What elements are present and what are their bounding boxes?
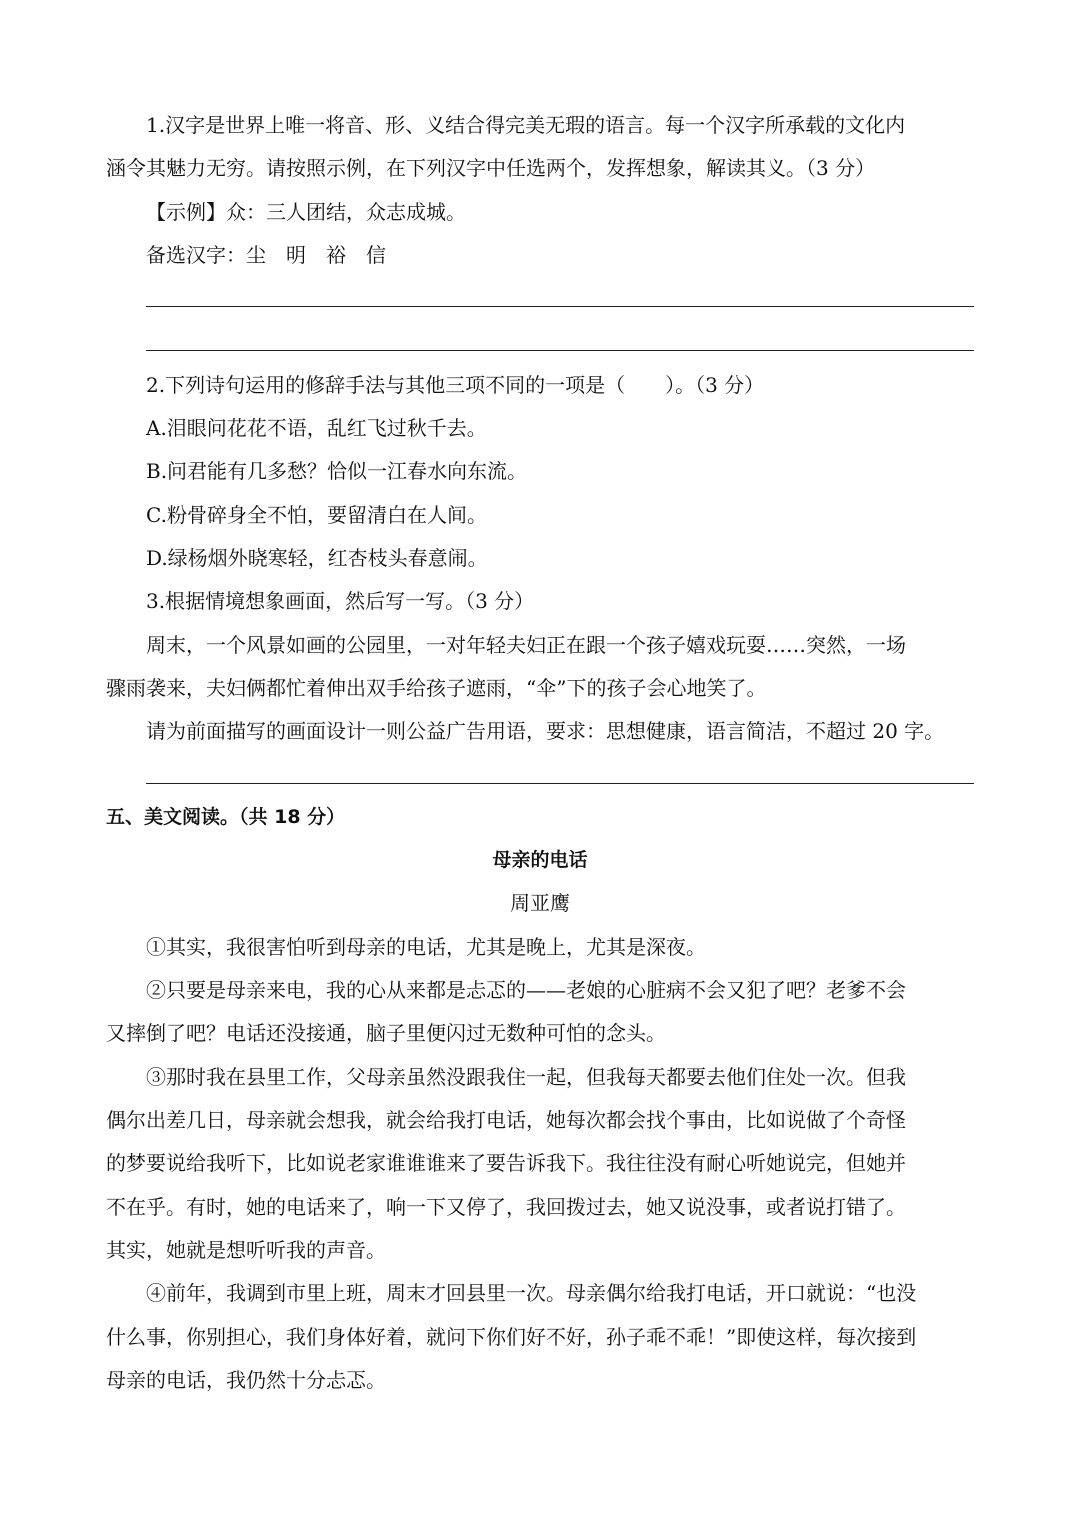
q3-stem: 3.根据情境想象画面，然后写一写。（3 分） [146, 589, 535, 613]
q1-candidates: 备选汉字：尘 明 裕 信 [146, 243, 386, 267]
q3-scene-line-2: 骤雨袭来，夫妇俩都忙着伸出双手给孩子遮雨，“伞”下的孩子会心地笑了。 [106, 676, 767, 700]
answer-line-3[interactable] [146, 783, 974, 784]
paragraph-line: 什么事，你别担心，我们身体好着，就问下你们好不好，孙子乖不乖！”即使这样，每次接到 [106, 1325, 917, 1349]
paragraph-line: 其实，她就是想听听我的声音。 [106, 1238, 386, 1262]
paragraph-line: ④前年，我调到市里上班，周末才回县里一次。母亲偶尔给我打电话，开口就说：“也没 [146, 1281, 917, 1305]
q1-line-2: 涵令其魅力无穷。请按照示例，在下列汉字中任选两个，发挥想象，解读其义。（3 分） [106, 156, 876, 180]
paragraph-line: ①其实，我很害怕听到母亲的电话，尤其是晚上，尤其是深夜。 [146, 935, 706, 959]
paragraph-line: 的梦要说给我听下，比如说老家谁谁谁来了要告诉我下。我往往没有耐心听她说完，但她并 [106, 1151, 906, 1175]
paragraph-line: 偶尔出差几日，母亲就会想我，就会给我打电话，她每次都会找个事由，比如说做了个奇怪 [106, 1108, 906, 1132]
q1-line-1: 1.汉字是世界上唯一将音、形、义结合得完美无瑕的语言。每一个汉字所承载的文化内 [146, 113, 906, 137]
q3-prompt: 请为前面描写的画面设计一则公益广告用语，要求：思想健康，语言简洁，不超过 20 字。 [146, 719, 945, 743]
q2-option-a: A.泪眼问花花不语，乱红飞过秋千去。 [146, 416, 487, 440]
q1-example: 【示例】众：三人团结，众志成城。 [146, 200, 466, 224]
paragraph-line: ②只要是母亲来电，我的心从来都是忐忑的——老娘的心脏病不会又犯了吧？老爹不会 [146, 978, 906, 1002]
answer-line-2[interactable] [146, 350, 974, 351]
section-heading: 五、美文阅读。（共 18 分） [106, 806, 346, 828]
paragraph-line: 母亲的电话，我仍然十分忐忑。 [106, 1368, 386, 1392]
article-author: 周亚鹰 [510, 891, 570, 915]
q3-scene-line-1: 周末，一个风景如画的公园里，一对年轻夫妇正在跟一个孩子嬉戏玩耍……突然，一场 [146, 633, 906, 657]
paragraph-line: 不在乎。有时，她的电话来了，响一下又停了，我回拨过去，她又说没事，或者说打错了。 [106, 1195, 906, 1219]
paragraph-line: 又摔倒了吧？电话还没接通，脑子里便闪过无数种可怕的念头。 [106, 1021, 666, 1045]
paragraph-line: ③那时我在县里工作，父母亲虽然没跟我住一起，但我每天都要去他们住处一次。但我 [146, 1065, 906, 1089]
article-title: 母亲的电话 [492, 849, 588, 871]
q2-option-c: C.粉骨碎身全不怕，要留清白在人间。 [146, 503, 487, 527]
q2-option-b: B.问君能有几多愁？恰似一江春水向东流。 [146, 459, 528, 483]
q2-option-d: D.绿杨烟外晓寒轻，红杏枝头春意闹。 [146, 546, 488, 570]
answer-line-1[interactable] [146, 306, 974, 307]
q2-stem: 2.下列诗句运用的修辞手法与其他三项不同的一项是（ ）。（3 分） [146, 373, 765, 397]
